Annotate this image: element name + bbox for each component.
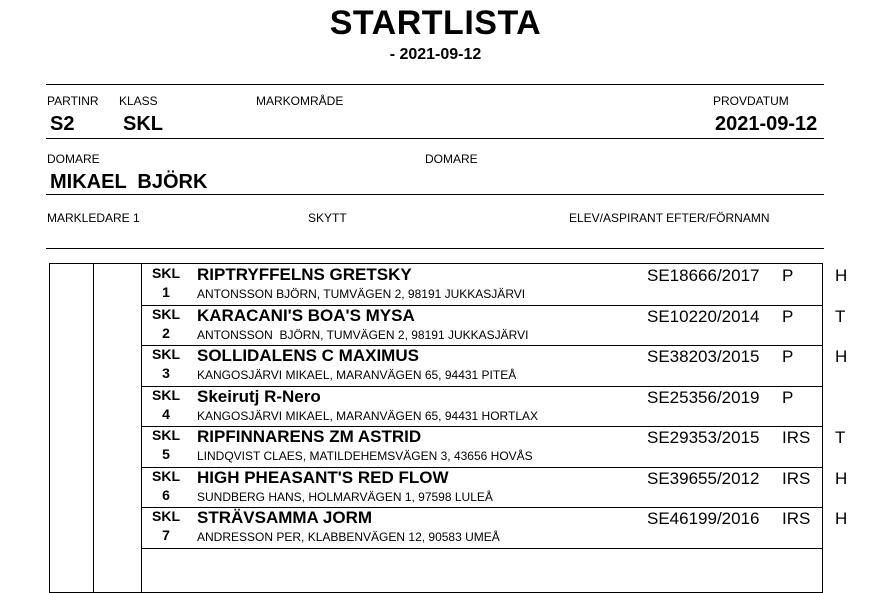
domare-label-2: DOMARE xyxy=(425,152,478,166)
entry-class: SKL xyxy=(152,467,180,484)
registration-number: SE18666/2017 xyxy=(647,266,760,285)
divider xyxy=(46,84,824,85)
sex: H xyxy=(835,509,848,528)
owner-info: KANGOSJÄRVI MIKAEL, MARANVÄGEN 65, 94431 HORTLAX xyxy=(197,408,539,423)
sex: T xyxy=(835,428,846,447)
breed: IRS xyxy=(782,428,811,447)
table-row xyxy=(142,467,848,509)
breed: IRS xyxy=(782,509,811,528)
sex: T xyxy=(835,306,846,326)
page-subtitle: - 2021-09-12 xyxy=(389,46,482,63)
owner-info: ANTONSSON BJÖRN, TUMVÄGEN 2, 98191 JUKKASJÄRVI xyxy=(197,287,526,301)
breed: P xyxy=(782,387,794,407)
entry-class: SKL xyxy=(152,265,180,281)
klass-value: SKL xyxy=(123,113,163,135)
provdatum-label: PROVDATUM xyxy=(713,94,789,108)
dog-name: KARACANI'S BOA'S MYSA xyxy=(197,305,415,325)
skytt-label: SKYTT xyxy=(308,211,347,225)
markomrade-label: MARKOMRÅDE xyxy=(256,94,344,108)
domare-label-1: DOMARE xyxy=(47,152,100,166)
owner-info: LINDQVIST CLAES, MATILDEHEMSVÄGEN 3, 43656 HOVÅS xyxy=(197,449,533,463)
entry-number: 6 xyxy=(162,486,170,503)
column-divider xyxy=(93,264,94,592)
entry-class: SKL xyxy=(152,508,180,524)
registration-number: SE38203/2015 xyxy=(647,347,760,366)
table-row xyxy=(142,345,848,387)
dog-name: RIPFINNARENS ZM ASTRID xyxy=(197,427,422,446)
table-row xyxy=(142,426,846,468)
entry-number: 7 xyxy=(162,527,170,543)
entry-number: 3 xyxy=(162,365,170,381)
elev-label: ELEV/ASPIRANT EFTER/FÖRNAMN xyxy=(569,211,770,225)
table-row xyxy=(142,305,846,347)
owner-info: ANTONSSON BJÖRN, TUMVÄGEN 2, 98191 JUKKASJÄRVI xyxy=(197,327,529,342)
entry-number: 2 xyxy=(162,324,170,341)
partinr-label: PARTINR xyxy=(47,94,99,108)
entry-number: 5 xyxy=(162,446,170,462)
breed: P xyxy=(782,306,794,326)
owner-info: ANDRESSON PER, KLABBENVÄGEN 12, 90583 UMEÅ xyxy=(197,530,500,544)
startlist-table xyxy=(49,263,848,593)
breed: P xyxy=(782,266,794,285)
klass-label: KLASS xyxy=(119,94,158,108)
owner-info: KANGOSJÄRVI MIKAEL, MARANVÄGEN 65, 94431 PITEÅ xyxy=(197,368,517,382)
dog-name: SOLLIDALENS C MAXIMUS xyxy=(197,346,419,365)
divider xyxy=(46,248,824,249)
table-row xyxy=(142,386,822,428)
dog-name: HIGH PHEASANT'S RED FLOW xyxy=(197,467,449,487)
registration-number: SE29353/2015 xyxy=(647,428,760,447)
markledare-label: MARKLEDARE 1 xyxy=(47,211,140,225)
entry-number: 1 xyxy=(162,284,170,300)
table-row xyxy=(142,264,848,306)
breed: P xyxy=(782,347,794,366)
dog-name: Skeirutj R-Nero xyxy=(197,386,321,406)
entry-class: SKL xyxy=(152,305,180,322)
entry-number: 4 xyxy=(162,405,170,422)
table-row xyxy=(142,507,848,549)
registration-number: SE39655/2012 xyxy=(647,468,760,488)
owner-info: SUNDBERG HANS, HOLMARVÄGEN 1, 97598 LULEÅ xyxy=(197,489,493,504)
partinr-value: S2 xyxy=(50,113,75,135)
sex: H xyxy=(835,347,848,366)
dog-name: RIPTRYFFELNS GRETSKY xyxy=(197,265,412,284)
divider xyxy=(46,194,824,195)
divider xyxy=(46,138,824,139)
page-title: STARTLISTA xyxy=(329,4,542,42)
sex: H xyxy=(835,468,848,488)
sex: H xyxy=(835,266,848,285)
breed: IRS xyxy=(782,468,811,488)
provdatum-value: 2021-09-12 xyxy=(715,113,818,135)
entry-class: SKL xyxy=(152,427,180,443)
registration-number: SE25356/2019 xyxy=(647,387,760,407)
registration-number: SE10220/2014 xyxy=(647,306,760,326)
domare-value: MIKAEL BJÖRK xyxy=(50,171,208,193)
registration-number: SE46199/2016 xyxy=(647,509,760,528)
entry-class: SKL xyxy=(152,346,180,362)
dog-name: STRÄVSAMMA JORM xyxy=(197,508,373,527)
entry-class: SKL xyxy=(152,386,180,403)
